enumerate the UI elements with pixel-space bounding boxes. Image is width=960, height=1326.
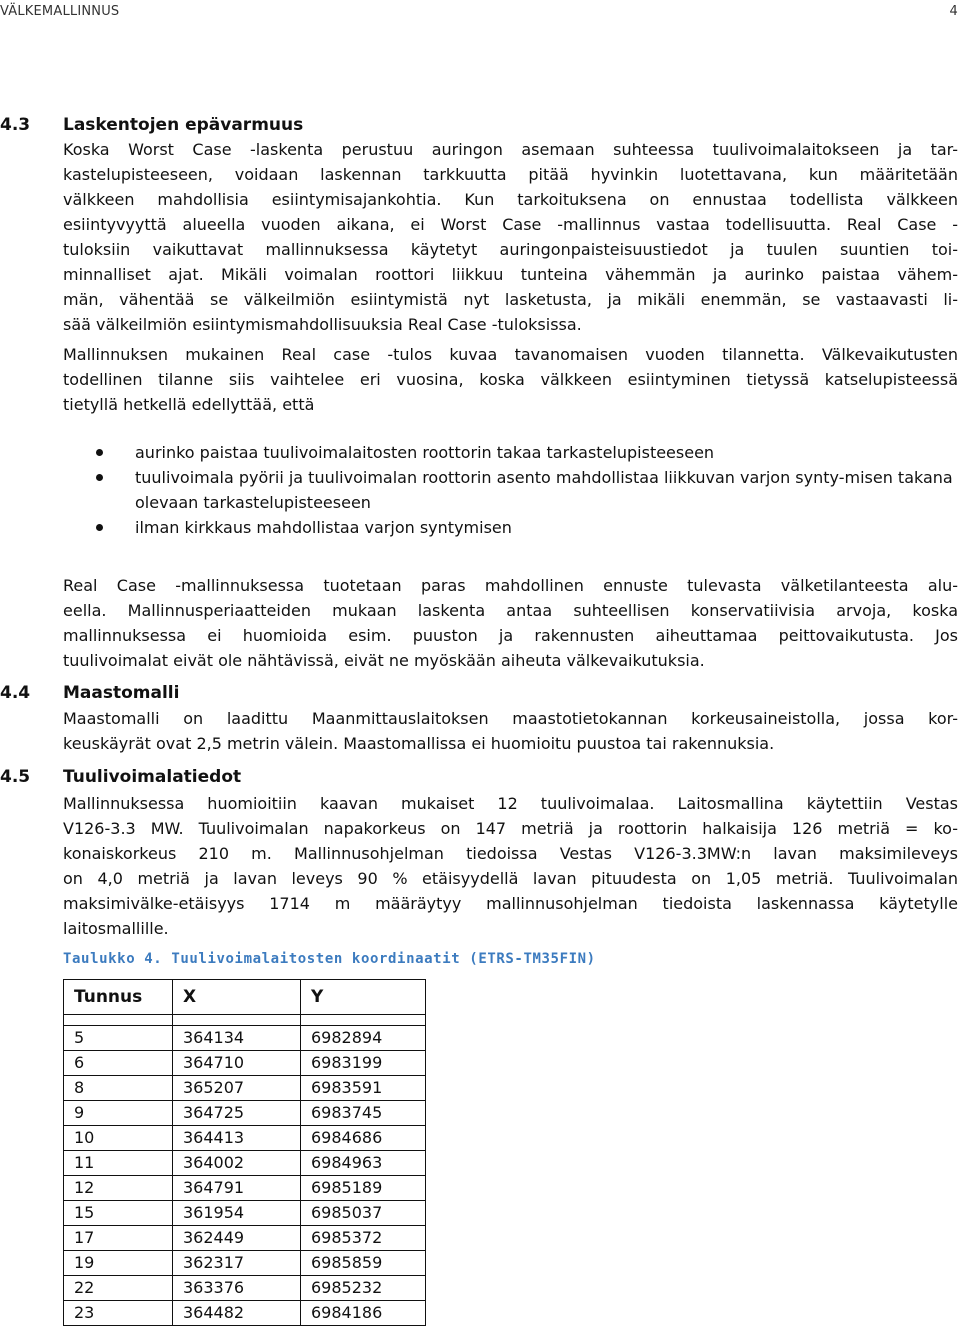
cell-tunnus: 23 [64,1301,173,1326]
table-row [64,1126,426,1151]
list-item-text: ilman kirkkaus mahdollistaa varjon syntymisen [135,518,512,537]
table-row [64,1251,426,1276]
list-item-text: aurinko paistaa tuulivoimalaitosten roottorin takaa tarkastelupisteeseen [135,443,715,462]
cell-x: 364002 [173,1151,301,1176]
table-spacer-cell [64,1015,173,1026]
cell-x: 362449 [173,1226,301,1251]
text-line: V126-3.3 MW. Tuulivoimalan napakorkeus on 147 metriä ja roottorin halkaisija 126 metriä = ko- [63,819,958,838]
cell-x: 364725 [173,1101,301,1126]
paragraph-4-3-1 [63,137,958,337]
cell-y: 6985189 [301,1176,426,1201]
section-title: Tuulivoimalatiedot [63,767,242,787]
paragraph-4-5 [63,791,958,941]
text-line: tietyllä hetkellä edellyttää, että [63,395,315,414]
cell-tunnus: 17 [64,1226,173,1251]
cell-x: 364413 [173,1126,301,1151]
table-row [64,1076,426,1101]
bullet-icon [96,474,103,481]
column-header-y: Y [301,980,426,1015]
table-header-row [64,980,426,1015]
cell-x: 363376 [173,1276,301,1301]
table-caption: Taulukko 4. Tuulivoimalaitosten koordinaatit (ETRS-TM35FIN) [63,951,596,967]
bullet-list [63,440,958,540]
list-item [63,440,958,465]
text-line: tuulivoimalat eivät ole nähtävissä, eivät ne myöskään aiheuta välkevaikutuksia. [63,651,705,670]
cell-tunnus: 19 [64,1251,173,1276]
text-line: on 4,0 metriä ja lavan leveys 90 % etäisyydellä lavan pituudesta on 1,05 metriä. Tuulivoimalan [63,869,958,888]
table-row [64,1101,426,1126]
list-item [63,465,958,515]
cell-x: 361954 [173,1201,301,1226]
cell-tunnus: 5 [64,1026,173,1051]
text-line: Mallinnuksen mukainen Real case -tulos kuvaa tavanomaisen vuoden tilannetta. Välkevaikutusten [63,345,958,364]
column-header-x: X [173,980,301,1015]
paragraph-4-3-3 [63,573,958,673]
table-row [64,1151,426,1176]
cell-x: 365207 [173,1076,301,1101]
cell-y: 6982894 [301,1026,426,1051]
cell-y: 6984686 [301,1126,426,1151]
cell-tunnus: 6 [64,1051,173,1076]
cell-y: 6985372 [301,1226,426,1251]
table-spacer-cell [301,1015,426,1026]
cell-y: 6985232 [301,1276,426,1301]
bullet-icon [96,449,103,456]
text-line: todellinen tilanne siis vaihtelee eri vuosina, koska välkkeen esiintyminen tietyssä katselupisteessä [63,370,958,389]
cell-x: 362317 [173,1251,301,1276]
text-line: mallinnuksessa ei huomioida esim. puuston ja rakennusten aiheuttamaa peittovaikutusta. Jos [63,626,958,645]
table-row [64,1026,426,1051]
column-header-tunnus: Tunnus [64,980,173,1015]
text-line: konaiskorkeus 210 m. Mallinnusohjelman tiedoissa Vestas V126-3.3MW:n lavan maksimileveys [63,844,958,863]
text-line: Koska Worst Case -laskenta perustuu auringon asemaan suhteessa tuulivoimalaitokseen ja tar- [63,140,958,159]
text-line: minnalliset ajat. Mikäli voimalan roottori liikkuu tunteina vähemmän ja aurinko paistaa vähem- [63,265,958,284]
text-line: män, vähentää se välkeilmiön esiintymistä nyt lasketusta, ja mikäli enemmän, se vastaavasti li- [63,290,958,309]
section-number: 4.5 [0,767,31,787]
text-line: esiintyvyyttä alueella vuoden aikana, ei Worst Case -mallinnus vastaa todellisuutta. Real Case - [63,215,958,234]
text-line: Mallinnuksessa huomioitiin kaavan mukaiset 12 tuulivoimalaa. Laitosmallina käytettiin Vestas [63,794,958,813]
text-line: kastelupisteeseen, voidaan laskennan tarkkuutta pitää hyvinkin luotettavana, kun määritetään [63,165,958,184]
text-line: Maastomalli on laadittu Maanmittauslaitoksen maastotietokannan korkeusaineistolla, jossa kor- [63,709,958,728]
section-title: Maastomalli [63,683,180,703]
section-title: Laskentojen epävarmuus [63,115,304,135]
section-number: 4.3 [0,115,31,135]
list-item-text: tuulivoimala pyörii ja tuulivoimalan roottorin asento mahdollistaa liikkuvan varjon synty-misen takana olevaan tarkastelupisteeseen [135,468,953,512]
table-row [64,1176,426,1201]
paragraph-4-3-2 [63,342,958,417]
cell-y: 6983591 [301,1076,426,1101]
text-line: maksimivälke-etäisyys 1714 m määräytyy mallinnusohjelman tiedoista laskennassa käytetylle [63,894,958,913]
paragraph-4-4 [63,706,958,756]
text-line: Real Case -mallinnuksessa tuotetaan paras mahdollinen ennuste tulevasta välketilanteesta alu- [63,576,958,595]
cell-tunnus: 9 [64,1101,173,1126]
cell-tunnus: 12 [64,1176,173,1201]
text-line: laitosmallille. [63,919,169,938]
cell-y: 6985859 [301,1251,426,1276]
cell-y: 6983199 [301,1051,426,1076]
header-title: VÄLKEMALLINNUS [0,4,120,19]
section-number: 4.4 [0,683,31,703]
coordinates-table [63,979,426,1326]
page-number: 4 [949,4,958,19]
cell-tunnus: 8 [64,1076,173,1101]
table-spacer-row [64,1015,426,1026]
cell-y: 6985037 [301,1201,426,1226]
cell-x: 364791 [173,1176,301,1201]
cell-tunnus: 22 [64,1276,173,1301]
cell-x: 364710 [173,1051,301,1076]
cell-y: 6984186 [301,1301,426,1326]
table-spacer-cell [173,1015,301,1026]
page-header [0,4,960,20]
bullet-icon [96,524,103,531]
text-line: sää välkeilmiön esiintymismahdollisuuksia Real Case -tuloksissa. [63,315,582,334]
cell-y: 6984963 [301,1151,426,1176]
list-item [63,515,958,540]
table-row [64,1301,426,1326]
table-row [64,1051,426,1076]
text-line: eella. Mallinnusperiaatteiden mukaan laskenta antaa suhteellisen konservatiivisia arvoja, koska [63,601,958,620]
cell-tunnus: 10 [64,1126,173,1151]
cell-x: 364134 [173,1026,301,1051]
text-line: keuskäyrät ovat 2,5 metrin välein. Maastomallissa ei huomioitu puustoa tai rakennuksia. [63,734,775,753]
text-line: tuloksiin vaikuttavat mallinnuksessa käytetyt auringonpaisteisuustiedot ja tuulen suuntien toi- [63,240,958,259]
text-line: välkkeen mahdollisia esiintymisajankohtia. Kun tarkoituksena on ennustaa todellista välkkeen [63,190,958,209]
table-row [64,1276,426,1301]
cell-x: 364482 [173,1301,301,1326]
table-row [64,1226,426,1251]
cell-y: 6983745 [301,1101,426,1126]
cell-tunnus: 15 [64,1201,173,1226]
table-row [64,1201,426,1226]
cell-tunnus: 11 [64,1151,173,1176]
